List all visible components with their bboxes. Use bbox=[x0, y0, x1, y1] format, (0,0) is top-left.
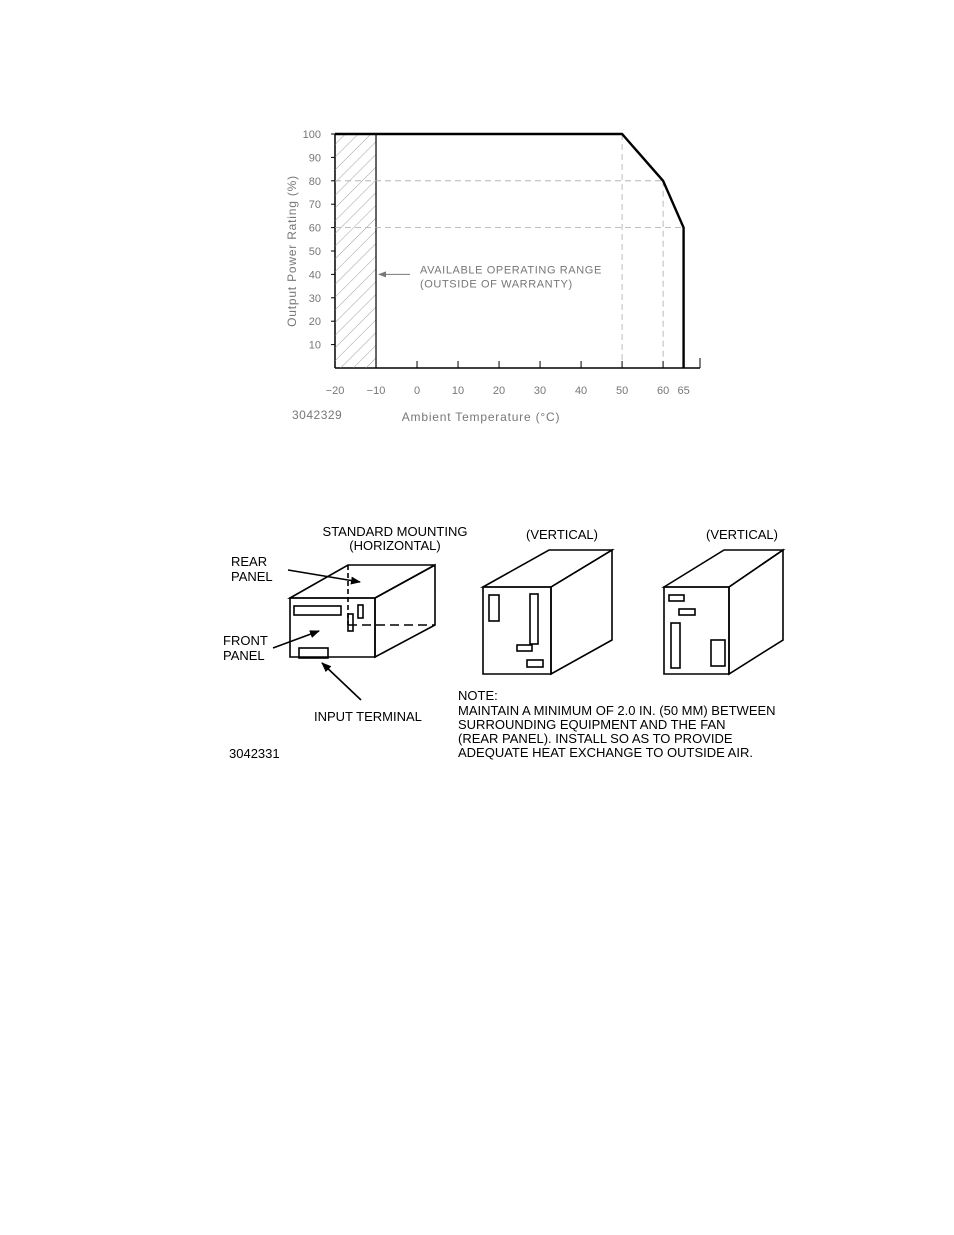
chart-figure-id: 3042329 bbox=[292, 408, 343, 422]
y-tick-label: 30 bbox=[308, 292, 321, 305]
front-panel-arrow bbox=[273, 631, 319, 648]
note-line: (REAR PANEL). INSTALL SO AS TO PROVIDE bbox=[458, 731, 733, 746]
rear-panel-label-line2: PANEL bbox=[231, 569, 273, 584]
x-tick-label: 40 bbox=[574, 385, 588, 397]
y-tick-label: 70 bbox=[308, 199, 321, 212]
annotation-text-line1: AVAILABLE OPERATING RANGE bbox=[420, 264, 602, 277]
derating-curve bbox=[335, 134, 684, 368]
note-line: SURROUNDING EQUIPMENT AND THE FAN bbox=[458, 717, 726, 732]
horizontal-unit-drawing bbox=[290, 565, 435, 658]
note-line: MAINTAIN A MINIMUM OF 2.0 IN. (50 MM) BETWEEN bbox=[458, 703, 776, 718]
y-tick-label: 10 bbox=[308, 339, 321, 352]
annotation-arrowhead bbox=[378, 271, 386, 277]
front-panel-label-line1: FRONT bbox=[223, 633, 268, 648]
horizontal-subheading: (HORIZONTAL) bbox=[349, 538, 441, 553]
vertical-unit-drawing-1 bbox=[483, 550, 612, 674]
y-tick-label: 100 bbox=[302, 129, 321, 141]
y-axis-label: Output Power Rating (%) bbox=[285, 175, 299, 327]
mounting-figure-id: 3042331 bbox=[229, 746, 280, 761]
vertical-heading-2: (VERTICAL) bbox=[706, 527, 778, 542]
front-panel-label-line2: PANEL bbox=[223, 648, 265, 663]
y-tick-label: 80 bbox=[308, 175, 321, 188]
note-line: ADEQUATE HEAT EXCHANGE TO OUTSIDE AIR. bbox=[458, 745, 753, 760]
x-tick-label: −20 bbox=[325, 385, 345, 397]
note-title: NOTE: bbox=[458, 688, 498, 703]
x-tick-label: 50 bbox=[615, 385, 629, 397]
input-terminal-label: INPUT TERMINAL bbox=[314, 709, 422, 724]
y-tick-label: 40 bbox=[308, 269, 321, 282]
rear-panel-label-line1: REAR bbox=[231, 554, 268, 569]
standard-mounting-heading: STANDARD MOUNTING bbox=[322, 524, 468, 539]
input-terminal-arrow bbox=[322, 663, 361, 700]
mounting-diagram bbox=[215, 512, 815, 770]
x-axis-label: Ambient Temperature (°C) bbox=[401, 410, 561, 424]
out-of-warranty-region bbox=[335, 134, 376, 368]
x-tick-label: −10 bbox=[366, 385, 386, 397]
x-tick-label: 60 bbox=[656, 385, 670, 397]
vertical-heading-1: (VERTICAL) bbox=[526, 527, 598, 542]
y-tick-label: 50 bbox=[308, 246, 321, 258]
derating-chart bbox=[270, 120, 720, 430]
x-tick-label: 0 bbox=[413, 385, 421, 397]
y-tick-label: 90 bbox=[308, 152, 321, 165]
y-tick-label: 60 bbox=[308, 222, 321, 235]
y-tick-label: 20 bbox=[308, 316, 321, 329]
x-tick-label: 10 bbox=[451, 385, 465, 397]
rear-panel-arrow bbox=[288, 570, 360, 582]
annotation-text-line2: (OUTSIDE OF WARRANTY) bbox=[420, 278, 573, 291]
x-tick-label: 20 bbox=[492, 385, 506, 397]
x-tick-label: 65 bbox=[677, 385, 690, 397]
vertical-unit-drawing-2 bbox=[664, 550, 783, 674]
x-tick-label: 30 bbox=[533, 385, 547, 397]
